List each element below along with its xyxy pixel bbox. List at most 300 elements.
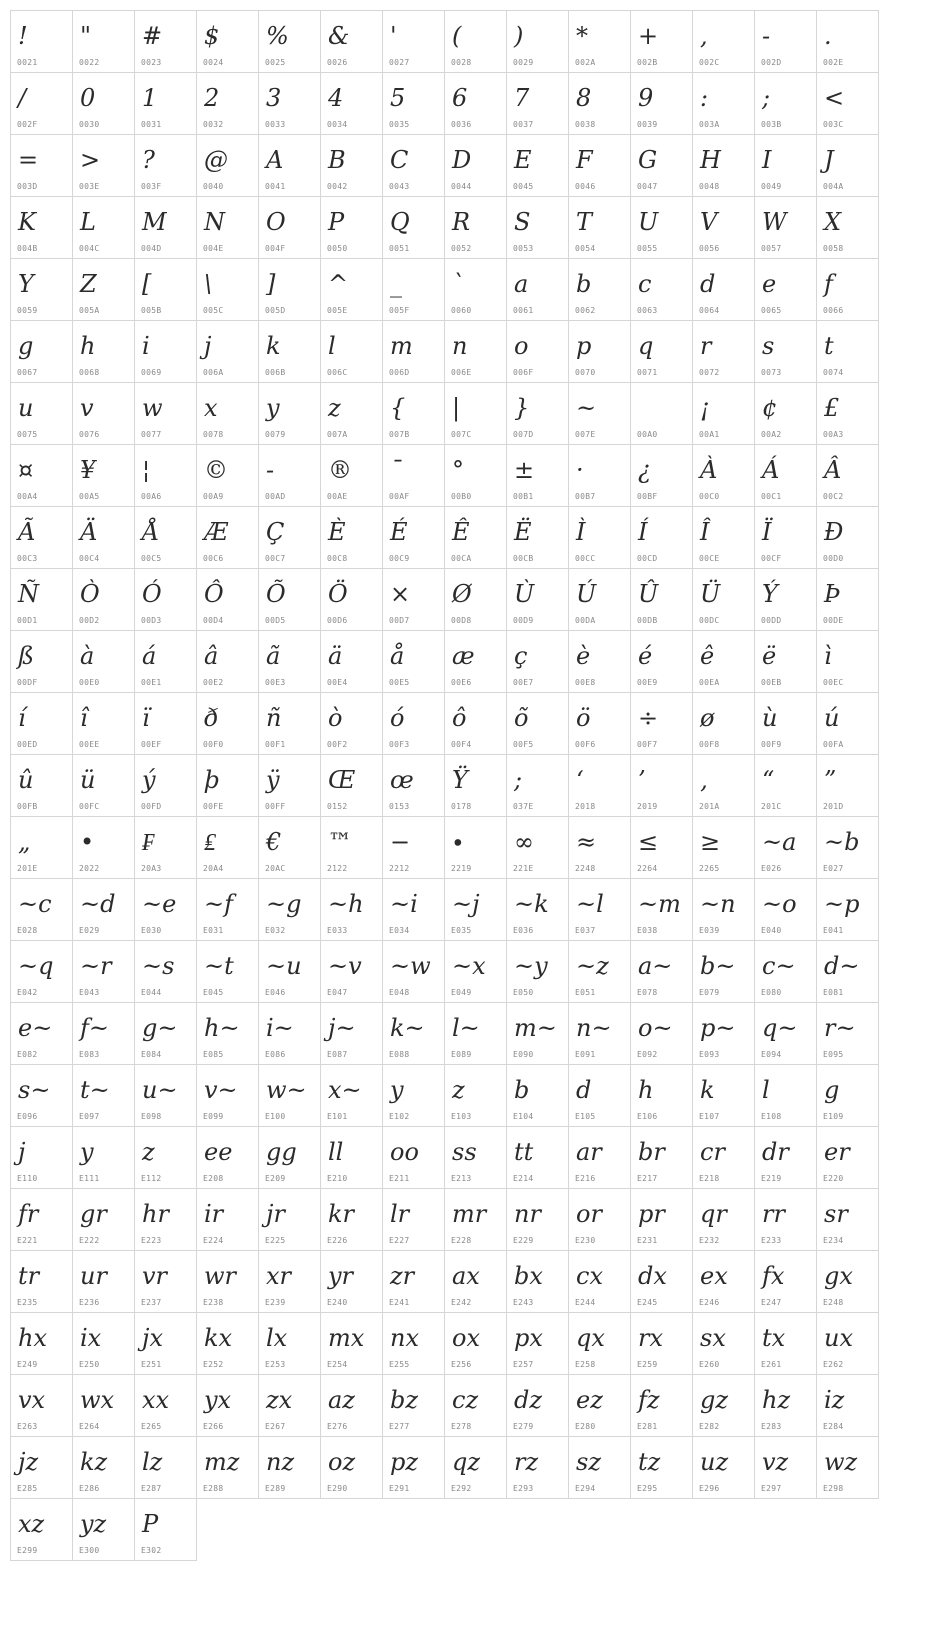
glyph-cell bbox=[444, 134, 507, 197]
glyph-cell bbox=[568, 134, 631, 197]
glyph-cell bbox=[72, 444, 135, 507]
glyph-character: Ý bbox=[762, 580, 778, 608]
glyph-cell bbox=[10, 72, 73, 135]
glyph-codepoint: 00A4 bbox=[17, 492, 38, 501]
glyph-cell bbox=[816, 1436, 879, 1499]
glyph-cell bbox=[444, 568, 507, 631]
glyph-cell bbox=[506, 754, 569, 817]
glyph-codepoint: 0037 bbox=[513, 120, 534, 129]
glyph-codepoint: E300 bbox=[79, 1546, 100, 1555]
glyph-cell bbox=[754, 878, 817, 941]
glyph-cell bbox=[196, 878, 259, 941]
glyph-codepoint: 00CD bbox=[637, 554, 658, 563]
glyph-cell bbox=[754, 1188, 817, 1251]
glyph-codepoint: 00E5 bbox=[389, 678, 410, 687]
glyph-codepoint: 00FF bbox=[265, 802, 286, 811]
glyph-character: } bbox=[514, 394, 530, 422]
glyph-cell bbox=[506, 940, 569, 1003]
glyph-cell bbox=[134, 754, 197, 817]
glyph-cell bbox=[816, 878, 879, 941]
glyph-character: d~ bbox=[824, 952, 860, 980]
glyph-codepoint: E278 bbox=[451, 1422, 472, 1431]
glyph-cell bbox=[382, 10, 445, 73]
glyph-character: ~o bbox=[762, 890, 797, 918]
glyph-codepoint: 0046 bbox=[575, 182, 596, 191]
glyph-cell bbox=[72, 1002, 135, 1065]
glyph-codepoint: E081 bbox=[823, 988, 844, 997]
glyph-character: ñ bbox=[266, 704, 282, 732]
glyph-cell bbox=[10, 382, 73, 445]
glyph-codepoint: E264 bbox=[79, 1422, 100, 1431]
glyph-codepoint: 0041 bbox=[265, 182, 286, 191]
glyph-character: ∞ bbox=[514, 828, 534, 856]
glyph-cell bbox=[258, 1374, 321, 1437]
glyph-character: ax bbox=[452, 1262, 480, 1290]
glyph-cell bbox=[196, 1312, 259, 1375]
glyph-cell bbox=[320, 1188, 383, 1251]
glyph-character: rz bbox=[514, 1448, 539, 1476]
glyph-character: " bbox=[80, 22, 92, 50]
glyph-codepoint: 00B0 bbox=[451, 492, 472, 501]
glyph-cell bbox=[754, 1250, 817, 1313]
glyph-codepoint: 00D1 bbox=[17, 616, 38, 625]
glyph-cell bbox=[506, 196, 569, 259]
glyph-cell bbox=[10, 1374, 73, 1437]
glyph-cell bbox=[568, 10, 631, 73]
glyph-character: O bbox=[266, 208, 286, 236]
glyph-codepoint: 002F bbox=[17, 120, 38, 129]
glyph-cell bbox=[320, 196, 383, 259]
glyph-codepoint: E109 bbox=[823, 1112, 844, 1121]
glyph-codepoint: 00A5 bbox=[79, 492, 100, 501]
glyph-codepoint: E258 bbox=[575, 1360, 596, 1369]
glyph-character: mr bbox=[452, 1200, 487, 1228]
glyph-character: · bbox=[576, 456, 584, 484]
glyph-character: k bbox=[700, 1076, 715, 1104]
glyph-codepoint: 0026 bbox=[327, 58, 348, 67]
glyph-character: þ bbox=[204, 766, 220, 794]
glyph-cell bbox=[72, 1498, 135, 1561]
glyph-character: , bbox=[700, 22, 708, 50]
glyph-cell bbox=[320, 692, 383, 755]
glyph-codepoint: E090 bbox=[513, 1050, 534, 1059]
glyph-character: dr bbox=[762, 1138, 789, 1166]
glyph-cell bbox=[72, 10, 135, 73]
glyph-character: R bbox=[452, 208, 471, 236]
glyph-character: b bbox=[514, 1076, 530, 1104]
glyph-character: Å bbox=[142, 518, 160, 546]
glyph-cell bbox=[630, 1312, 693, 1375]
glyph-codepoint: E051 bbox=[575, 988, 596, 997]
glyph-codepoint: 00CC bbox=[575, 554, 596, 563]
glyph-character: Q bbox=[390, 208, 410, 236]
glyph-character: Ü bbox=[700, 580, 721, 608]
glyph-cell bbox=[630, 816, 693, 879]
glyph-codepoint: 00B1 bbox=[513, 492, 534, 501]
glyph-cell bbox=[816, 1250, 879, 1313]
glyph-cell bbox=[444, 444, 507, 507]
glyph-character: \ bbox=[204, 270, 213, 298]
glyph-cell bbox=[506, 1436, 569, 1499]
glyph-character: x bbox=[204, 394, 218, 422]
glyph-codepoint: 00F8 bbox=[699, 740, 720, 749]
glyph-cell bbox=[444, 878, 507, 941]
glyph-codepoint: E029 bbox=[79, 926, 100, 935]
glyph-character: a~ bbox=[638, 952, 673, 980]
glyph-character: ≈ bbox=[576, 828, 597, 856]
glyph-cell bbox=[630, 258, 693, 321]
glyph-cell bbox=[320, 878, 383, 941]
glyph-cell bbox=[816, 940, 879, 1003]
glyph-cell bbox=[692, 10, 755, 73]
glyph-codepoint: 00D6 bbox=[327, 616, 348, 625]
glyph-codepoint: 007D bbox=[513, 430, 534, 439]
glyph-codepoint: 0178 bbox=[451, 802, 472, 811]
glyph-cell bbox=[692, 1064, 755, 1127]
glyph-cell bbox=[506, 382, 569, 445]
glyph-character: or bbox=[576, 1200, 602, 1228]
glyph-character: Ç bbox=[266, 518, 285, 546]
glyph-character: ï bbox=[142, 704, 150, 732]
glyph-cell bbox=[816, 444, 879, 507]
glyph-codepoint: E298 bbox=[823, 1484, 844, 1493]
glyph-codepoint: E042 bbox=[17, 988, 38, 997]
glyph-character: xx bbox=[142, 1386, 170, 1414]
glyph-character: w~ bbox=[266, 1076, 307, 1104]
glyph-codepoint: E253 bbox=[265, 1360, 286, 1369]
glyph-character: wz bbox=[824, 1448, 858, 1476]
glyph-character: jz bbox=[18, 1448, 39, 1476]
glyph-codepoint: 0032 bbox=[203, 120, 224, 129]
glyph-codepoint: E289 bbox=[265, 1484, 286, 1493]
glyph-codepoint: 0049 bbox=[761, 182, 782, 191]
glyph-cell bbox=[196, 1374, 259, 1437]
glyph-cell bbox=[320, 258, 383, 321]
glyph-codepoint: E045 bbox=[203, 988, 224, 997]
glyph-codepoint: E251 bbox=[141, 1360, 162, 1369]
glyph-cell bbox=[258, 1312, 321, 1375]
glyph-codepoint: 0068 bbox=[79, 368, 100, 377]
glyph-character: | bbox=[452, 394, 461, 422]
glyph-character: ; bbox=[514, 766, 523, 794]
glyph-cell bbox=[382, 382, 445, 445]
glyph-cell bbox=[692, 506, 755, 569]
glyph-character: ~n bbox=[700, 890, 736, 918]
glyph-codepoint: 0069 bbox=[141, 368, 162, 377]
glyph-codepoint: E101 bbox=[327, 1112, 348, 1121]
glyph-cell bbox=[630, 754, 693, 817]
glyph-codepoint: E299 bbox=[17, 1546, 38, 1555]
glyph-character: # bbox=[142, 22, 163, 50]
glyph-character: − bbox=[390, 828, 411, 856]
glyph-codepoint: 0029 bbox=[513, 58, 534, 67]
glyph-codepoint: E039 bbox=[699, 926, 720, 935]
glyph-codepoint: E249 bbox=[17, 1360, 38, 1369]
glyph-character: G bbox=[638, 146, 658, 174]
glyph-character: m~ bbox=[514, 1014, 557, 1042]
glyph-codepoint: 004A bbox=[823, 182, 844, 191]
glyph-cell bbox=[72, 196, 135, 259]
glyph-cell bbox=[10, 320, 73, 383]
glyph-codepoint: E105 bbox=[575, 1112, 596, 1121]
glyph-cell bbox=[196, 10, 259, 73]
glyph-codepoint: E281 bbox=[637, 1422, 658, 1431]
glyph-cell bbox=[10, 940, 73, 1003]
glyph-codepoint: E079 bbox=[699, 988, 720, 997]
glyph-character: g bbox=[18, 332, 34, 360]
glyph-character: cr bbox=[700, 1138, 725, 1166]
glyph-character: rx bbox=[638, 1324, 664, 1352]
glyph-character: a bbox=[514, 270, 529, 298]
glyph-codepoint: E286 bbox=[79, 1484, 100, 1493]
glyph-character: © bbox=[204, 456, 228, 484]
glyph-cell bbox=[10, 1436, 73, 1499]
glyph-cell bbox=[196, 1250, 259, 1313]
glyph-codepoint: 005F bbox=[389, 306, 410, 315]
glyph-codepoint: E245 bbox=[637, 1298, 658, 1307]
glyph-character: I bbox=[762, 146, 772, 174]
glyph-codepoint: 2212 bbox=[389, 864, 410, 873]
glyph-character: 4 bbox=[328, 84, 344, 112]
glyph-codepoint: 0062 bbox=[575, 306, 596, 315]
glyph-character: Ä bbox=[80, 518, 98, 546]
glyph-codepoint: 006F bbox=[513, 368, 534, 377]
glyph-codepoint: 004C bbox=[79, 244, 100, 253]
glyph-character: jr bbox=[266, 1200, 285, 1228]
glyph-character: W bbox=[762, 208, 787, 236]
glyph-character: Ù bbox=[514, 580, 535, 608]
glyph-cell bbox=[196, 1002, 259, 1065]
glyph-codepoint: 20A4 bbox=[203, 864, 224, 873]
glyph-character: • bbox=[80, 828, 95, 856]
glyph-character: e~ bbox=[18, 1014, 53, 1042]
glyph-codepoint: E219 bbox=[761, 1174, 782, 1183]
glyph-character: ú bbox=[824, 704, 840, 732]
glyph-cell bbox=[568, 1436, 631, 1499]
glyph-cell bbox=[196, 506, 259, 569]
glyph-character: n bbox=[452, 332, 468, 360]
glyph-cell bbox=[134, 320, 197, 383]
glyph-codepoint: 0077 bbox=[141, 430, 162, 439]
glyph-character: sz bbox=[576, 1448, 601, 1476]
glyph-codepoint: E044 bbox=[141, 988, 162, 997]
glyph-cell bbox=[630, 1064, 693, 1127]
glyph-cell bbox=[506, 1126, 569, 1189]
glyph-codepoint: E246 bbox=[699, 1298, 720, 1307]
glyph-cell bbox=[444, 692, 507, 755]
glyph-cell bbox=[196, 72, 259, 135]
glyph-codepoint: E046 bbox=[265, 988, 286, 997]
glyph-cell bbox=[506, 10, 569, 73]
glyph-codepoint: 00D5 bbox=[265, 616, 286, 625]
glyph-codepoint: 002B bbox=[637, 58, 658, 67]
glyph-character: ~a bbox=[762, 828, 797, 856]
glyph-character: g~ bbox=[142, 1014, 178, 1042]
glyph-codepoint: 002A bbox=[575, 58, 596, 67]
glyph-cell bbox=[506, 816, 569, 879]
glyph-cell bbox=[568, 878, 631, 941]
glyph-codepoint: 2122 bbox=[327, 864, 348, 873]
glyph-character: ë bbox=[762, 642, 777, 670]
glyph-codepoint: 0073 bbox=[761, 368, 782, 377]
glyph-character: h bbox=[638, 1076, 654, 1104]
glyph-cell bbox=[816, 196, 879, 259]
glyph-character: ^ bbox=[328, 270, 349, 298]
glyph-codepoint: E094 bbox=[761, 1050, 782, 1059]
glyph-cell bbox=[444, 320, 507, 383]
glyph-codepoint: E290 bbox=[327, 1484, 348, 1493]
glyph-character: Î bbox=[700, 518, 710, 546]
glyph-cell bbox=[72, 134, 135, 197]
glyph-character: Ð bbox=[824, 518, 844, 546]
glyph-cell bbox=[320, 1312, 383, 1375]
glyph-codepoint: 00D3 bbox=[141, 616, 162, 625]
glyph-cell bbox=[382, 816, 445, 879]
glyph-codepoint: 0059 bbox=[17, 306, 38, 315]
glyph-cell bbox=[692, 630, 755, 693]
glyph-codepoint: 20A3 bbox=[141, 864, 162, 873]
glyph-cell bbox=[754, 1126, 817, 1189]
glyph-character: ₤ bbox=[204, 828, 216, 856]
glyph-character: w bbox=[142, 394, 163, 422]
glyph-cell bbox=[10, 692, 73, 755]
glyph-codepoint: E208 bbox=[203, 1174, 224, 1183]
glyph-codepoint: 0067 bbox=[17, 368, 38, 377]
glyph-codepoint: E107 bbox=[699, 1112, 720, 1121]
glyph-codepoint: 2019 bbox=[637, 802, 658, 811]
glyph-cell bbox=[568, 1312, 631, 1375]
glyph-cell bbox=[258, 1002, 321, 1065]
glyph-cell bbox=[568, 444, 631, 507]
glyph-cell bbox=[382, 1250, 445, 1313]
glyph-codepoint: 2022 bbox=[79, 864, 100, 873]
glyph-cell bbox=[72, 1064, 135, 1127]
glyph-codepoint: 00D7 bbox=[389, 616, 410, 625]
glyph-character: 7 bbox=[514, 84, 530, 112]
glyph-character: nx bbox=[390, 1324, 419, 1352]
glyph-cell bbox=[196, 754, 259, 817]
glyph-cell bbox=[382, 1436, 445, 1499]
glyph-codepoint: E223 bbox=[141, 1236, 162, 1245]
glyph-codepoint: E263 bbox=[17, 1422, 38, 1431]
glyph-cell bbox=[72, 320, 135, 383]
glyph-cell bbox=[72, 1250, 135, 1313]
glyph-character: â bbox=[204, 642, 219, 670]
glyph-character: å bbox=[390, 642, 405, 670]
glyph-codepoint: 2219 bbox=[451, 864, 472, 873]
glyph-character: p bbox=[576, 332, 592, 360]
glyph-codepoint: 006A bbox=[203, 368, 224, 377]
glyph-character: Ñ bbox=[18, 580, 39, 608]
glyph-codepoint: E080 bbox=[761, 988, 782, 997]
glyph-codepoint: E093 bbox=[699, 1050, 720, 1059]
glyph-character: [ bbox=[142, 270, 152, 298]
glyph-codepoint: E256 bbox=[451, 1360, 472, 1369]
glyph-cell bbox=[816, 630, 879, 693]
glyph-character: ù bbox=[762, 704, 778, 732]
glyph-cell bbox=[568, 72, 631, 135]
glyph-codepoint: E084 bbox=[141, 1050, 162, 1059]
glyph-cell bbox=[134, 1188, 197, 1251]
glyph-cell bbox=[72, 1188, 135, 1251]
glyph-character: - bbox=[762, 22, 771, 50]
glyph-cell bbox=[320, 568, 383, 631]
glyph-cell bbox=[816, 1374, 879, 1437]
glyph-codepoint: 0060 bbox=[451, 306, 472, 315]
glyph-cell bbox=[444, 816, 507, 879]
glyph-codepoint: E295 bbox=[637, 1484, 658, 1493]
glyph-cell bbox=[630, 1126, 693, 1189]
glyph-codepoint: 0065 bbox=[761, 306, 782, 315]
glyph-character: Ì bbox=[576, 518, 586, 546]
glyph-character: * bbox=[576, 22, 588, 50]
glyph-cell bbox=[816, 320, 879, 383]
glyph-codepoint: 0066 bbox=[823, 306, 844, 315]
glyph-cell bbox=[630, 692, 693, 755]
glyph-character: ee bbox=[204, 1138, 233, 1166]
glyph-cell bbox=[754, 754, 817, 817]
glyph-cell bbox=[72, 1126, 135, 1189]
glyph-character: az bbox=[328, 1386, 355, 1414]
glyph-cell bbox=[816, 258, 879, 321]
glyph-codepoint: E250 bbox=[79, 1360, 100, 1369]
glyph-character: ~i bbox=[390, 890, 418, 918]
glyph-codepoint: 00EB bbox=[761, 678, 782, 687]
glyph-cell bbox=[754, 1002, 817, 1065]
glyph-character: % bbox=[266, 22, 289, 50]
glyph-codepoint: E234 bbox=[823, 1236, 844, 1245]
glyph-codepoint: 004B bbox=[17, 244, 38, 253]
glyph-character: mz bbox=[204, 1448, 240, 1476]
glyph-cell bbox=[630, 134, 693, 197]
glyph-codepoint: 00F3 bbox=[389, 740, 410, 749]
glyph-character: ~c bbox=[18, 890, 52, 918]
glyph-cell bbox=[134, 382, 197, 445]
glyph-codepoint: 00F7 bbox=[637, 740, 658, 749]
glyph-character: m bbox=[390, 332, 413, 360]
glyph-codepoint: 0054 bbox=[575, 244, 596, 253]
glyph-codepoint: E027 bbox=[823, 864, 844, 873]
glyph-character: e bbox=[762, 270, 777, 298]
glyph-codepoint: E257 bbox=[513, 1360, 534, 1369]
glyph-codepoint: 00D8 bbox=[451, 616, 472, 625]
glyph-cell bbox=[692, 692, 755, 755]
glyph-character: € bbox=[266, 828, 282, 856]
glyph-character: U bbox=[638, 208, 659, 236]
glyph-cell bbox=[754, 196, 817, 259]
glyph-codepoint: E049 bbox=[451, 988, 472, 997]
glyph-character: _ bbox=[390, 270, 402, 298]
glyph-character: fz bbox=[638, 1386, 660, 1414]
glyph-codepoint: E050 bbox=[513, 988, 534, 997]
glyph-cell bbox=[258, 1188, 321, 1251]
glyph-codepoint: E287 bbox=[141, 1484, 162, 1493]
glyph-cell bbox=[382, 1374, 445, 1437]
glyph-character: ý bbox=[142, 766, 156, 794]
glyph-character: ux bbox=[824, 1324, 853, 1352]
glyph-codepoint: 006C bbox=[327, 368, 348, 377]
glyph-cell bbox=[754, 134, 817, 197]
glyph-cell bbox=[506, 1250, 569, 1313]
glyph-character: j bbox=[18, 1138, 26, 1166]
glyph-cell bbox=[10, 754, 73, 817]
glyph-character: @ bbox=[204, 146, 228, 174]
glyph-codepoint: 002E bbox=[823, 58, 844, 67]
glyph-cell bbox=[10, 1002, 73, 1065]
glyph-codepoint: 0047 bbox=[637, 182, 658, 191]
glyph-codepoint: E035 bbox=[451, 926, 472, 935]
glyph-character: A bbox=[266, 146, 284, 174]
